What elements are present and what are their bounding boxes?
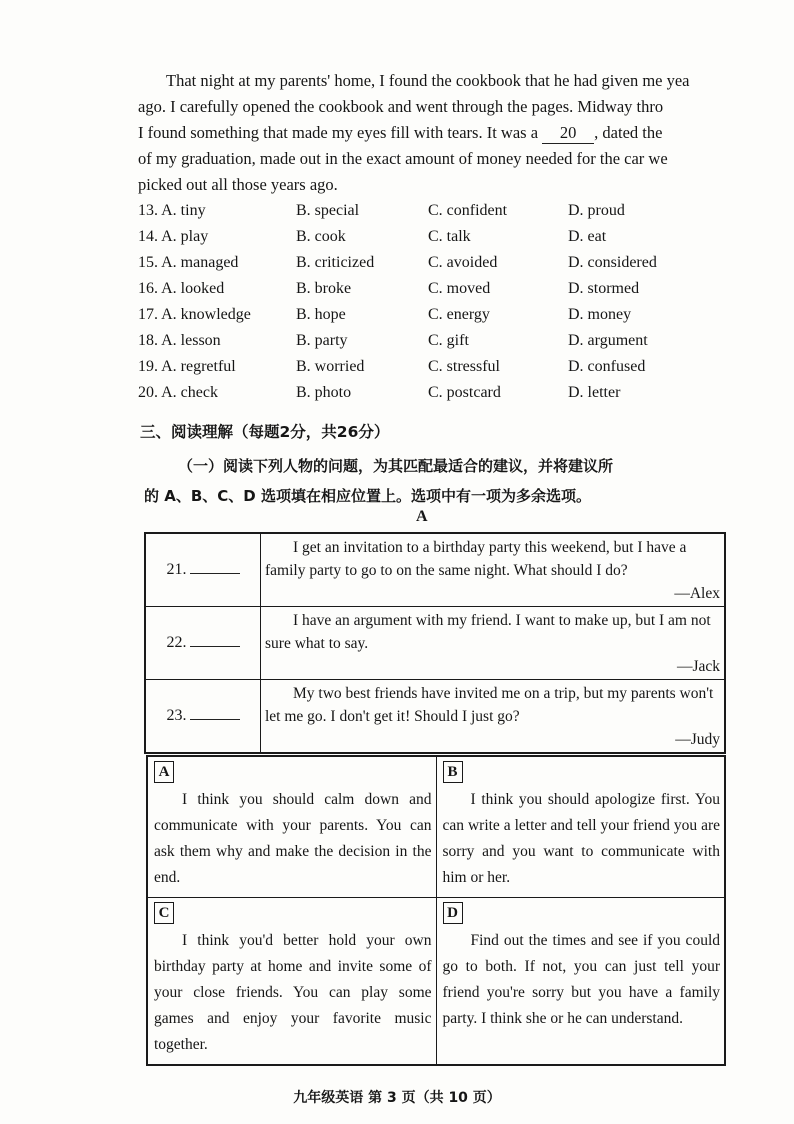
option-d: D. proud	[568, 202, 625, 219]
option-a: 15. A. managed	[138, 254, 239, 271]
option-d: D. money	[568, 306, 632, 323]
option-b: B. worried	[296, 358, 365, 375]
option-b: B. special	[296, 202, 360, 219]
question-number-cell	[145, 680, 261, 754]
table-row	[145, 680, 725, 754]
option-b: B. photo	[296, 384, 352, 401]
blank-20: 20	[542, 123, 594, 144]
question-text: I get an invitation to a birthday party this weekend, but I have a family party to go to on the same night. What should I do?	[265, 539, 687, 579]
option-b: B. criticized	[296, 254, 375, 271]
question-signature: —Judy	[675, 731, 720, 748]
option-row	[138, 224, 728, 250]
advice-cell	[436, 898, 725, 1066]
question-number: 22.	[166, 634, 187, 651]
instruction-line: 的 A、B、C、D 选项填在相应位置上。选项中有一项为多余选项。	[144, 487, 591, 505]
option-row	[138, 250, 728, 276]
advice-text: I think you'd better hold your own birthday party at home and invite some of your close friends. You can play some games and enjoy your favorite music together.	[154, 932, 432, 1053]
option-row	[138, 198, 728, 224]
advice-cell	[147, 756, 436, 898]
question-number-cell	[145, 607, 261, 680]
table-row	[145, 607, 725, 680]
answer-line[interactable]	[190, 573, 240, 574]
option-c: C. postcard	[428, 384, 501, 401]
option-row	[138, 302, 728, 328]
advice-text: I think you should calm down and communicate with your parents. You can ask them why and make the decision in the end.	[154, 791, 432, 886]
option-c: C. stressful	[428, 358, 500, 375]
option-d: D. argument	[568, 332, 648, 349]
table-row	[145, 533, 725, 607]
option-c: C. gift	[428, 332, 469, 349]
question-number: 23.	[166, 707, 187, 724]
option-d: D. stormed	[568, 280, 640, 297]
option-c: C. avoided	[428, 254, 498, 271]
passage-line: of my graduation, made out in the exact amount of money needed for the car we	[138, 149, 668, 168]
question-text: My two best friends have invited me on a trip, but my parents won't let me go. I don't get it! Should I just go?	[265, 685, 714, 725]
advice-letter: C	[154, 902, 174, 924]
option-d: D. eat	[568, 228, 607, 245]
option-row	[138, 276, 728, 302]
option-b: B. cook	[296, 228, 346, 245]
advice-letter: B	[443, 761, 463, 783]
instructions	[144, 451, 736, 511]
question-cell	[261, 607, 726, 680]
option-c: C. confident	[428, 202, 508, 219]
option-c: C. moved	[428, 280, 491, 297]
option-b: B. broke	[296, 280, 352, 297]
passage-line: picked out all those years ago.	[138, 175, 338, 194]
question-signature: —Alex	[674, 585, 720, 602]
option-a: 14. A. play	[138, 228, 209, 245]
option-c: C. energy	[428, 306, 490, 323]
cloze-passage	[138, 68, 730, 198]
passage-text: I found something that made my eyes fill with tears. It was a	[138, 123, 539, 142]
advice-table	[146, 755, 726, 1066]
question-number-cell	[145, 533, 261, 607]
advice-letter: A	[154, 761, 174, 783]
answer-line[interactable]	[190, 719, 240, 720]
advice-cell	[436, 756, 725, 898]
advice-letter: D	[443, 902, 463, 924]
table-row	[147, 756, 725, 898]
question-signature: —Jack	[676, 658, 720, 675]
questions-table	[144, 532, 726, 754]
question-number: 21.	[166, 561, 187, 578]
option-a: 18. A. lesson	[138, 332, 221, 349]
option-a: 19. A. regretful	[138, 358, 236, 375]
passage-line	[138, 120, 730, 146]
option-b: B. party	[296, 332, 348, 349]
option-a: 17. A. knowledge	[138, 306, 251, 323]
option-row	[138, 354, 728, 380]
page-footer: 九年级英语 第 3 页（共 10 页）	[293, 1090, 501, 1106]
advice-text: Find out the times and see if you could go to both. If not, you can just tell your friend you're sorry but you have a family party. I think she or he can understand.	[442, 932, 720, 1027]
option-a: 13. A. tiny	[138, 202, 206, 219]
advice-cell	[147, 898, 436, 1066]
passage-line: ago. I carefully opened the cookbook and went through the pages. Midway thro	[138, 97, 664, 116]
instruction-line: （一）阅读下列人物的问题，为其匹配最适合的建议，并将建议所	[178, 457, 614, 475]
option-a: 16. A. looked	[138, 280, 225, 297]
option-b: B. hope	[296, 306, 346, 323]
option-row	[138, 328, 728, 354]
advice-text: I think you should apologize first. You can write a letter and tell your friend you are sorry and you want to communicate with him or her.	[442, 791, 720, 886]
cloze-options	[138, 198, 728, 406]
part-label: A	[416, 508, 428, 525]
option-d: D. confused	[568, 358, 646, 375]
option-c: C. talk	[428, 228, 471, 245]
question-cell	[261, 533, 726, 607]
passage-text: , dated the	[594, 123, 663, 142]
option-d: D. letter	[568, 384, 621, 401]
option-d: D. considered	[568, 254, 657, 271]
question-cell	[261, 680, 726, 754]
section-title: 三、阅读理解（每题2分，共26分）	[140, 423, 390, 441]
answer-line[interactable]	[190, 646, 240, 647]
table-row	[147, 898, 725, 1066]
option-row	[138, 380, 728, 406]
passage-line: That night at my parents' home, I found the cookbook that he had given me yea	[166, 71, 690, 90]
option-a: 20. A. check	[138, 384, 218, 401]
question-text: I have an argument with my friend. I want to make up, but I am not sure what to say.	[265, 612, 711, 652]
